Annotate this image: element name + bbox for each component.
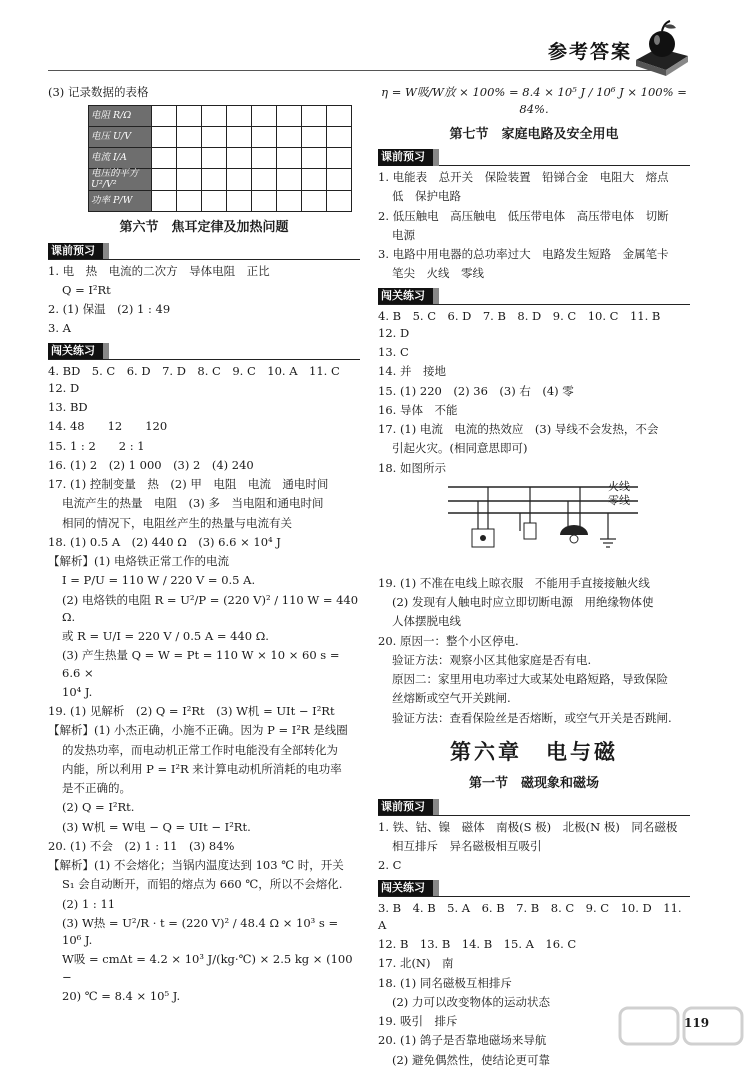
table-cell xyxy=(252,106,277,127)
answer-line: (2) 力可以改变物体的运动状态 xyxy=(392,994,550,1009)
answer-line: 验证方法：查看保险丝是否熔断，或空气开关是否跳闸. xyxy=(392,710,672,725)
left-practice-list xyxy=(48,363,360,1006)
table-cell xyxy=(302,127,327,148)
table-cell xyxy=(327,169,352,191)
practice-c6-tag-row xyxy=(378,879,690,897)
answer-line: 电源 xyxy=(392,227,415,242)
answer-line: 17. (1) 电流 电流的热效应 (3) 导线不会发热，不会 xyxy=(378,422,659,436)
table-cell xyxy=(152,148,177,169)
right-practice7b-list xyxy=(378,575,690,727)
right-column xyxy=(378,84,690,1071)
answer-line: 1. 电 热 电流的二次方 导体电阻 正比 xyxy=(48,263,270,278)
practice-tag: 闯关练习 xyxy=(48,343,109,360)
table-cell xyxy=(277,169,302,191)
answer-line: (3) W机 = W电 − Q = UIt − I²Rt. xyxy=(62,819,251,834)
table-cell xyxy=(202,148,227,169)
table-row xyxy=(89,191,352,212)
answer-line: (3) 产生热量 Q = W = Pt = 110 W × 10 × 60 s = 6.6 × xyxy=(62,648,340,680)
answer-line: 2. C xyxy=(378,858,402,873)
table-cell xyxy=(277,148,302,169)
table-cell xyxy=(252,169,277,191)
table-cell xyxy=(152,191,177,212)
answer-line: 低 保护电路 xyxy=(392,189,461,204)
table-cell xyxy=(177,148,202,169)
table-cell xyxy=(327,191,352,212)
table-cell xyxy=(252,148,277,169)
answer-line: 是不正确的。 xyxy=(62,781,131,796)
efficiency-formula: η = W吸/W放 × 100% = 8.4 × 10⁵ J / 10⁶ J × 100% = 84%. xyxy=(381,85,687,117)
table-cell xyxy=(177,169,202,191)
right-practice7-list xyxy=(378,308,690,458)
preview7-tag: 课前预习 xyxy=(378,149,439,166)
section6-title: 第六节 焦耳定律及加热问题 xyxy=(119,220,289,236)
answer-line: 12. B 13. B 14. B 15. A 16. C xyxy=(378,937,577,951)
answer-line: 4. BD 5. C 6. D 7. D 8. C 9. C 10. A 11. C 12. D xyxy=(48,363,352,395)
answer-line: 20. 原因一：整个小区停电. xyxy=(378,633,519,648)
table-cell xyxy=(227,106,252,127)
table-cell xyxy=(152,106,177,127)
practice7-tag-row xyxy=(378,287,690,305)
answer-line: 19. 吸引 排斥 xyxy=(378,1014,458,1028)
answer-line: 笔尖 火线 零线 xyxy=(392,266,484,281)
preview-tag-row xyxy=(48,242,360,260)
header-title: 参考答案 xyxy=(547,41,632,63)
answer-line: 1. 电能表 总开关 保险装置 铅锑合金 电阻大 熔点 xyxy=(378,170,669,184)
answer-line: 14. 并 接地 xyxy=(378,364,446,379)
answer-line: (2) 电烙铁的电阻 R = U²/P = (220 V)² / 110 W = 440 Ω. xyxy=(62,592,359,624)
table-cell xyxy=(327,148,352,169)
table-cell xyxy=(227,148,252,169)
answer-line: (2) 1 : 11 xyxy=(62,896,116,911)
answer-line: 13. BD xyxy=(48,400,88,415)
preview-tag: 课前预习 xyxy=(48,243,109,260)
table-cell xyxy=(277,191,302,212)
right-preview7-list xyxy=(378,169,690,283)
answer-line: 1. 铁、钴、镍 磁体 南极(S 极) 北极(N 极) 同名磁极 xyxy=(378,819,678,834)
answer-line: 3. B 4. B 5. A 6. B 7. B 8. C 9. C 10. D 11. A xyxy=(378,900,682,932)
answer-line: 相同的情况下，电阻丝产生的热量与电流有关 xyxy=(62,515,292,530)
apple-on-book-icon xyxy=(630,16,692,76)
left-preview-list xyxy=(48,263,360,338)
table-row xyxy=(89,169,352,191)
answer-line: 【解析】(1) 电烙铁正常工作的电流 xyxy=(48,554,229,569)
table-cell xyxy=(177,127,202,148)
chapter-title: 第六章 电与磁 xyxy=(450,739,618,764)
answer-line: 【解析】(1) 不会熔化；当锅内温度达到 103 ℃ 时，开关 xyxy=(48,858,344,873)
table-row xyxy=(89,127,352,148)
table-cell xyxy=(152,169,177,191)
table-row-label: 电压的平方 U²/V² xyxy=(89,169,152,191)
answer-line: 人体摆脱电线 xyxy=(392,614,461,629)
answer-line: 引起火灾。(相同意思即可) xyxy=(392,441,528,456)
preview-c6-tag: 课前预习 xyxy=(378,799,439,816)
answer-line: 15. 1 : 2 2 : 1 xyxy=(48,438,145,453)
answer-line: 20. (1) 不会 (2) 1 : 11 (3) 84% xyxy=(48,838,235,853)
watermark-logo-icon xyxy=(618,1004,744,1048)
section7-title: 第七节 家庭电路及安全用电 xyxy=(449,126,619,142)
right-preview-c6-list xyxy=(378,819,690,875)
table-cell xyxy=(302,191,327,212)
table-row-label: 电压 U/V xyxy=(89,127,152,148)
answer-line: 20. (1) 鸽子是否靠地磁场来导航 xyxy=(378,1033,547,1048)
header-rule xyxy=(48,70,654,71)
answer-line: 2. (1) 保温 (2) 1 : 49 xyxy=(48,302,171,317)
table-cell xyxy=(277,127,302,148)
question-18: 18. 如图所示 xyxy=(378,460,446,475)
table-cell xyxy=(177,106,202,127)
answer-line: 【解析】(1) 小杰正确，小施不正确。因为 P = I²R 是线圈 xyxy=(48,723,348,738)
table-row-label: 电阻 R/Ω xyxy=(89,106,152,127)
answer-line: (3) W热 = U²/R · t = (220 V)² / 48.4 Ω × 10³ s = 10⁶ J. xyxy=(62,915,339,948)
answer-line: 19. (1) 见解析 (2) Q = I²Rt (3) W机 = UIt − I²Rt xyxy=(48,704,335,719)
table-row-label: 功率 P/W xyxy=(89,191,152,212)
table-cell xyxy=(327,106,352,127)
answer-line: 19. (1) 不准在电线上晾衣服 不能用手直接接触火线 xyxy=(378,575,650,590)
answer-line: 或 R = U/I = 220 V / 0.5 A = 440 Ω. xyxy=(62,629,269,644)
answer-line: (2) Q = I²Rt. xyxy=(62,800,135,815)
answer-line: 原因二：家里用电功率过大或某处电路短路，导致保险 xyxy=(392,672,668,686)
table-cell xyxy=(302,106,327,127)
page-number: 119 xyxy=(684,1016,710,1030)
answer-line: 4. B 5. C 6. D 7. B 8. D 9. C 10. C 11. B 12. D xyxy=(378,308,672,340)
preview7-tag-row xyxy=(378,148,690,166)
table-intro: (3) 记录数据的表格 xyxy=(48,85,149,99)
answer-line: 16. 导体 不能 xyxy=(378,402,458,417)
table-cell xyxy=(202,191,227,212)
table-cell xyxy=(152,127,177,148)
answer-line: 内能，所以利用 P = I²R 来计算电动机所消耗的电功率 xyxy=(62,761,342,776)
answer-line: (2) 发现有人触电时应立即切断电源 用绝缘物体使 xyxy=(392,595,654,609)
table-cell xyxy=(177,191,202,212)
answer-line: 16. (1) 2 (2) 1 000 (3) 2 (4) 240 xyxy=(48,457,254,472)
practice7-tag: 闯关练习 xyxy=(378,288,439,305)
table-cell xyxy=(202,169,227,191)
table-cell xyxy=(227,191,252,212)
answer-line: 3. 电路中用电器的总功率过大 电路发生短路 金属笔卡 xyxy=(378,247,669,261)
answer-line: W吸 = cmΔt = 4.2 × 10³ J/(kg·℃) × 2.5 kg × (100 − xyxy=(62,952,353,984)
table-cell xyxy=(227,169,252,191)
answer-line: 相互排斥 异名磁极相互吸引 xyxy=(392,839,542,853)
table-cell xyxy=(277,106,302,127)
answer-line: I = P/U = 110 W / 220 V = 0.5 A. xyxy=(62,573,256,588)
table-cell xyxy=(252,127,277,148)
table-cell xyxy=(202,127,227,148)
page-header xyxy=(0,0,750,80)
record-data-table xyxy=(88,105,352,212)
practice-c6-tag: 闯关练习 xyxy=(378,880,439,897)
table-cell xyxy=(327,127,352,148)
table-cell xyxy=(202,106,227,127)
answer-line: 18. (1) 0.5 A (2) 440 Ω (3) 6.6 × 10⁴ J xyxy=(48,534,281,549)
table-cell xyxy=(302,148,327,169)
answer-line: 15. (1) 220 (2) 36 (3) 右 (4) 零 xyxy=(378,383,574,398)
preview-c6-tag-row xyxy=(378,798,690,816)
answer-line: S₁ 会自动断开，而铝的熔点为 660 ℃，所以不会熔化. xyxy=(62,877,343,892)
table-cell xyxy=(302,169,327,191)
answer-line: 18. (1) 同名磁极互相排斥 xyxy=(378,975,512,990)
answer-line: 17. 北(N) 南 xyxy=(378,956,454,971)
answer-line: (2) 避免偶然性，使结论更可靠 xyxy=(392,1052,550,1067)
table-row xyxy=(89,106,352,127)
table-cell xyxy=(252,191,277,212)
table-row xyxy=(89,148,352,169)
live-wire-label: 火线 xyxy=(608,479,630,493)
practice-tag-row xyxy=(48,342,360,360)
answer-line: 3. A xyxy=(48,321,71,336)
answer-line: Q = I²Rt xyxy=(62,282,111,297)
left-column xyxy=(48,84,360,1007)
answer-line: 2. 低压触电 高压触电 低压带电体 高压带电体 切断 xyxy=(378,208,669,223)
answer-line: 的发热功率，而电动机正常工作时电能没有全部转化为 xyxy=(62,742,338,757)
answer-line: 验证方法：观察小区其他家庭是否有电. xyxy=(392,652,592,667)
table-row-label: 电流 I/A xyxy=(89,148,152,169)
answer-line: 17. (1) 控制变量 热 (2) 甲 电阻 电流 通电时间 xyxy=(48,477,329,492)
answer-line: 20) ℃ = 8.4 × 10⁵ J. xyxy=(62,988,181,1003)
answer-line: 丝熔断或空气开关跳闸. xyxy=(392,691,511,706)
answer-line: 10⁴ J. xyxy=(62,684,93,699)
household-circuit-diagram xyxy=(378,479,690,571)
answer-line: 14. 48 12 120 xyxy=(48,419,168,434)
section1-title: 第一节 磁现象和磁场 xyxy=(468,776,599,792)
neutral-wire-label: 零线 xyxy=(608,493,630,507)
answer-line: 电流产生的热量 电阻 (3) 多 当电阻和通电时间 xyxy=(62,496,324,511)
answer-line: 13. C xyxy=(378,345,409,359)
table-cell xyxy=(227,127,252,148)
